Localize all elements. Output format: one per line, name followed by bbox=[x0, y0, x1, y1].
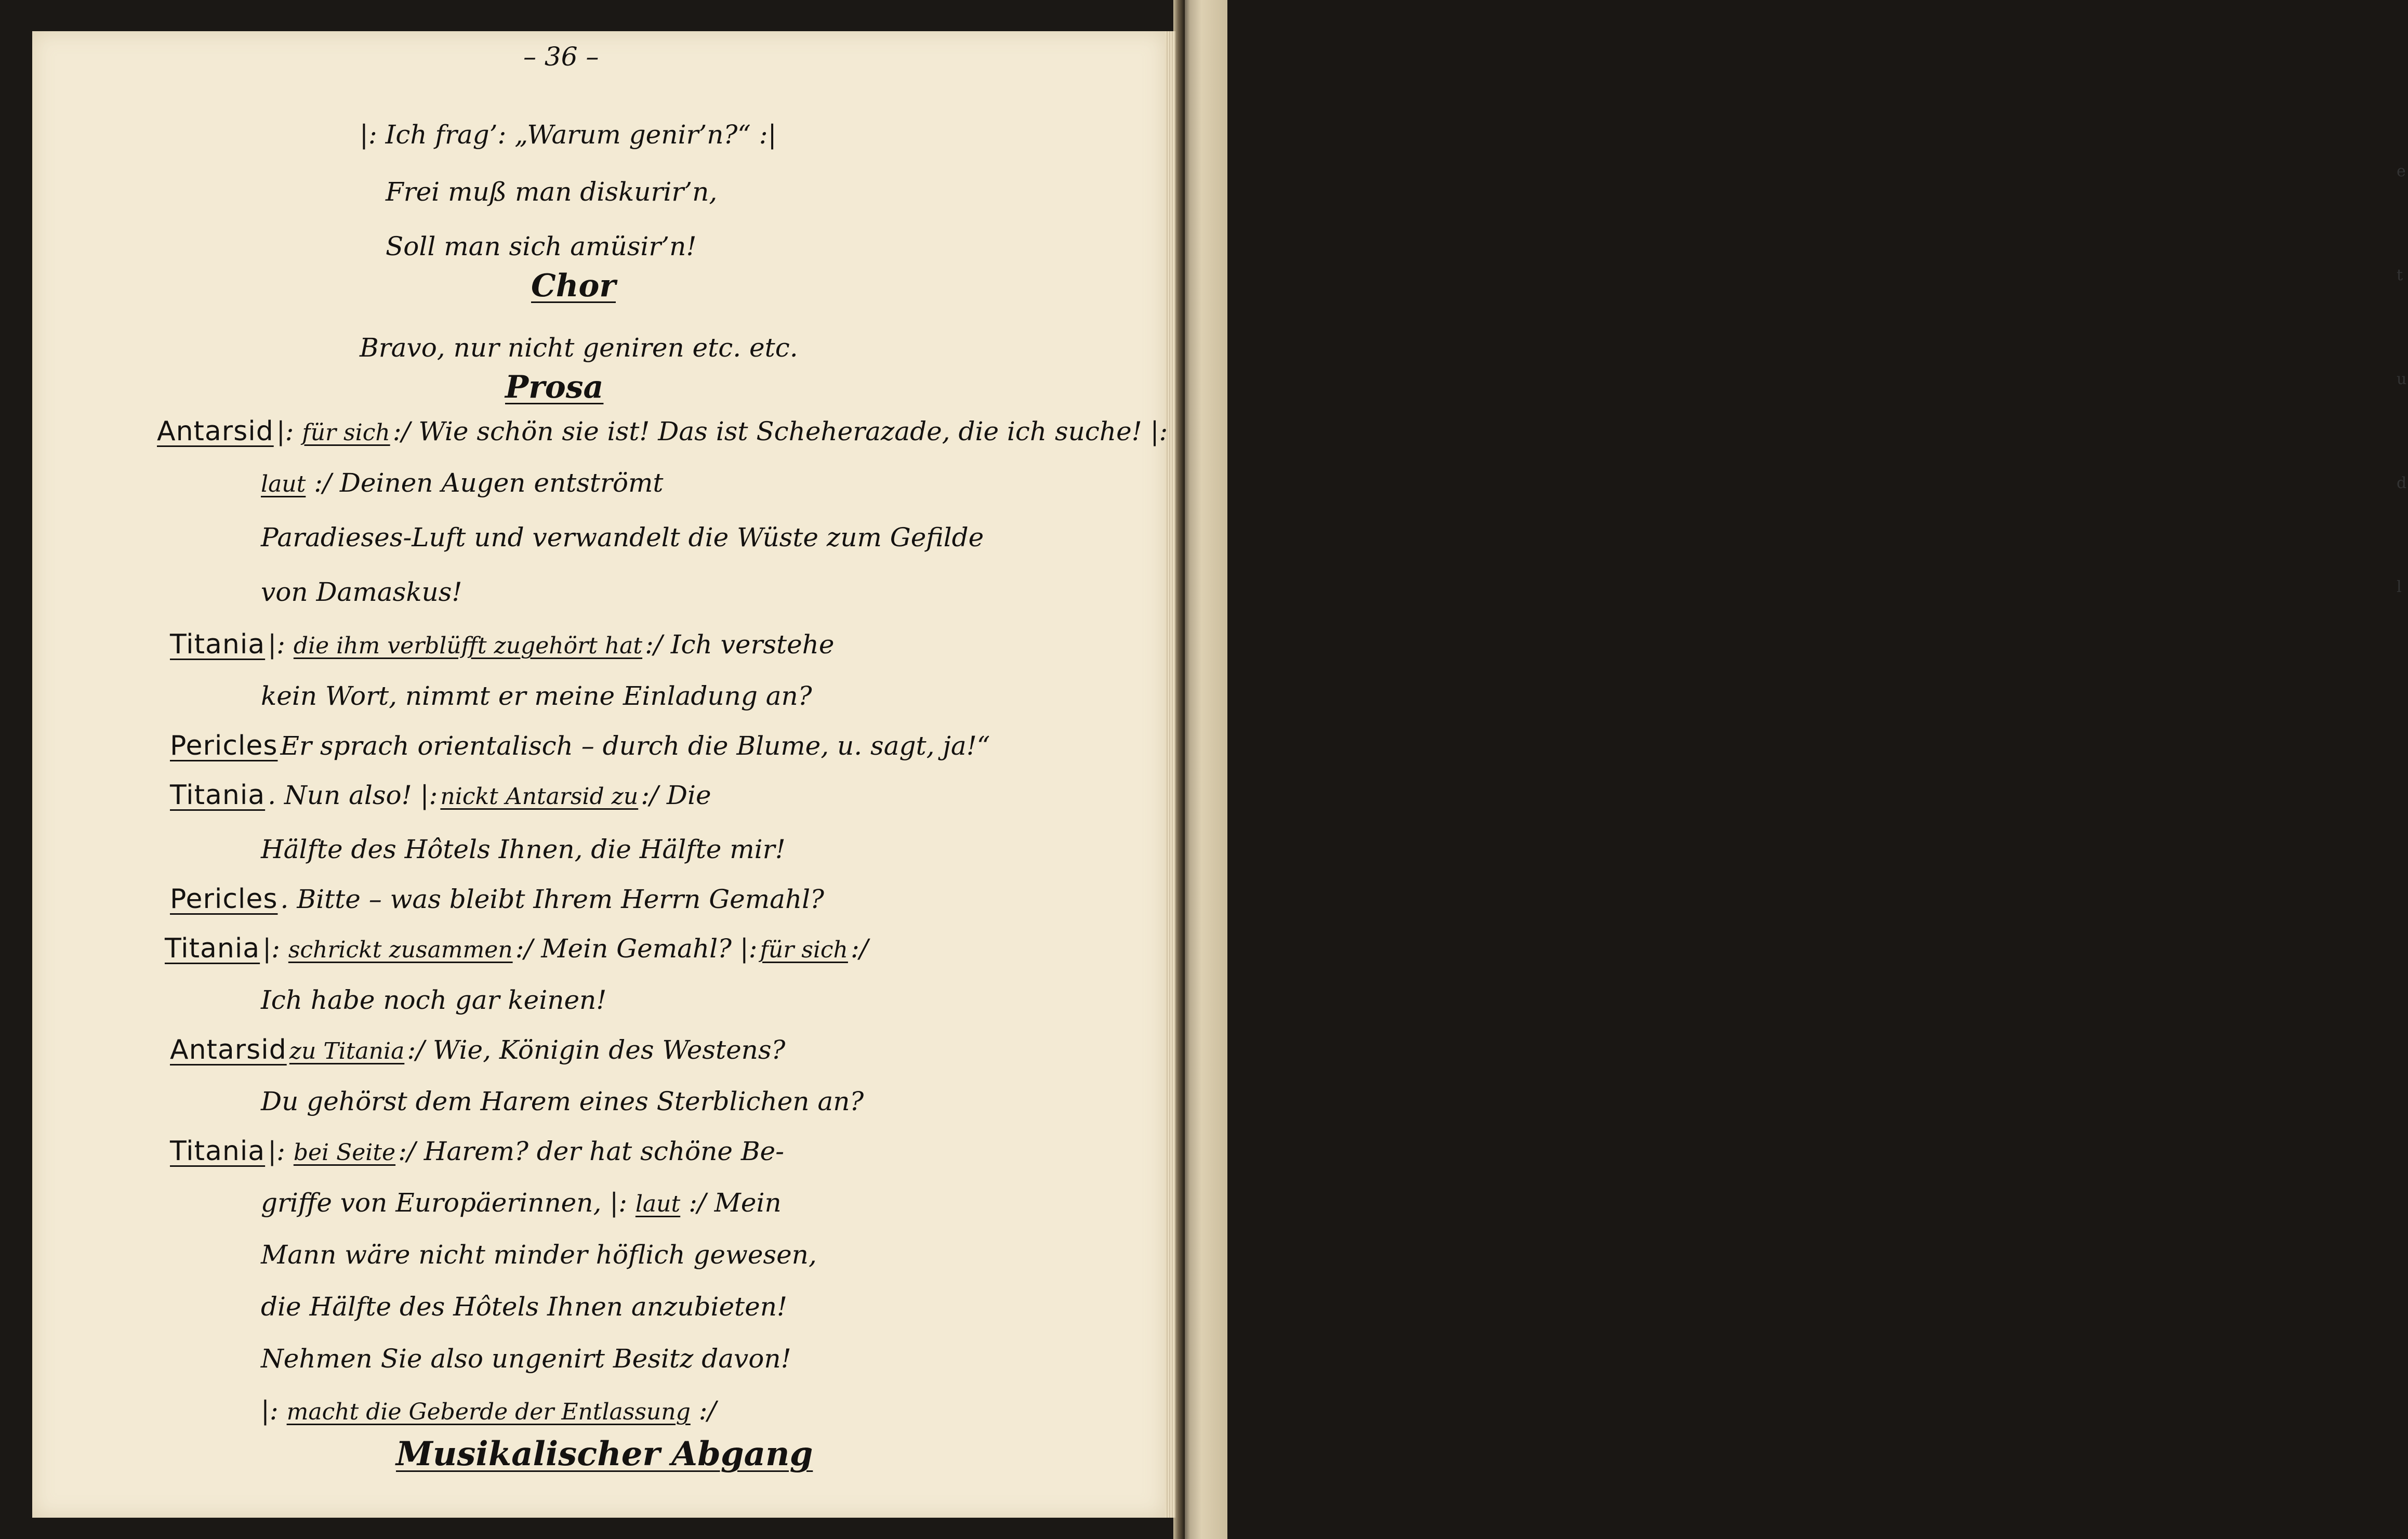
page-number: – 36 – bbox=[523, 42, 599, 72]
stage-direction: laut bbox=[261, 471, 306, 497]
dialogue-block bbox=[170, 884, 824, 915]
dialogue-line: kein Wort, nimmt er meine Einladung an? bbox=[261, 681, 812, 711]
dialogue-block bbox=[170, 780, 711, 811]
facing-mark: l bbox=[2397, 578, 2402, 596]
stage-direction: zu Titania bbox=[289, 1038, 405, 1064]
dialogue-block bbox=[170, 730, 990, 761]
speaker-name: Titania bbox=[170, 780, 266, 811]
dialogue-block: Titania |: die ihm verblüfft zugehört hat :/ Ich verstehe bbox=[170, 629, 835, 660]
stage-direction: die ihm verblüfft zugehört hat bbox=[293, 633, 643, 659]
direction-bracket: |: bbox=[261, 1396, 279, 1426]
stage-direction: macht die Geberde der Entlassung bbox=[286, 1399, 691, 1425]
chorus-heading: Chor bbox=[531, 268, 616, 304]
stage-direction: schrickt zusammen bbox=[288, 937, 513, 963]
speaker-name: Antarsid bbox=[170, 1034, 287, 1066]
direction-bracket: :/ bbox=[698, 1396, 717, 1426]
dialogue-line bbox=[261, 468, 664, 498]
stage-direction: laut bbox=[635, 1191, 681, 1217]
facing-page-text bbox=[2397, 120, 2408, 639]
verse-line: |: Ich frag’: „Warum genir’n?“ :| bbox=[360, 120, 777, 150]
verse-line: Soll man sich amüsir’n! bbox=[386, 231, 697, 261]
facing-mark: t bbox=[2397, 266, 2403, 284]
speaker-name: Titania bbox=[170, 629, 266, 660]
dialogue-line bbox=[261, 1188, 782, 1218]
dialogue-text: :/ Mein bbox=[689, 1188, 782, 1218]
dialogue-text: . Bitte – was bleibt Ihrem Herrn Gemahl? bbox=[280, 884, 824, 914]
exit-heading: Musikalischer Abgang bbox=[396, 1435, 813, 1474]
dialogue-text: :/ Wie schön sie ist! Das ist Scheherazade, die ich suche! |: bbox=[392, 416, 1168, 446]
dialogue-line: Nehmen Sie also ungenirt Besitz davon! bbox=[261, 1344, 791, 1374]
dialogue-line: Hälfte des Hôtels Ihnen, die Hälfte mir! bbox=[261, 834, 786, 864]
dialogue-text: Er sprach orientalisch – durch die Blume, u. sagt, ja!“ bbox=[280, 731, 990, 761]
dialogue-block: Titania |: schrickt zusammen :/ Mein Gemahl? |: für sich :/ bbox=[165, 933, 868, 964]
dialogue-line: Du gehörst dem Harem eines Sterblichen an? bbox=[261, 1086, 864, 1116]
manuscript-page bbox=[32, 31, 1168, 1518]
dialogue-text: :/ Deinen Augen entströmt bbox=[314, 468, 664, 498]
dialogue-block bbox=[170, 1034, 785, 1066]
speaker-name: Antarsid bbox=[157, 416, 274, 447]
dialogue-line: Ich habe noch gar keinen! bbox=[261, 985, 607, 1015]
dialogue-text: :/ bbox=[850, 933, 868, 964]
dialogue-block: Antarsid |: für sich :/ Wie schön sie ist! Das ist Scheherazade, die ich suche! |: bbox=[157, 416, 1168, 447]
dialogue-text: :/ Mein Gemahl? |: bbox=[515, 933, 758, 964]
facing-mark: d bbox=[2397, 474, 2407, 492]
speaker-name: Titania bbox=[170, 1136, 266, 1167]
stage-direction: für sich bbox=[760, 937, 848, 963]
dialogue-text: :/ Die bbox=[641, 780, 711, 810]
dialogue-line: die Hälfte des Hôtels Ihnen anzubieten! bbox=[261, 1292, 788, 1322]
stage-direction: bei Seite bbox=[293, 1139, 396, 1166]
speaker-name: Titania bbox=[165, 933, 260, 964]
chorus-line: Bravo, nur nicht geniren etc. etc. bbox=[360, 333, 798, 363]
dialogue-block: Titania |: bei Seite :/ Harem? der hat schöne Be- bbox=[170, 1136, 785, 1167]
facing-mark: e bbox=[2397, 162, 2406, 180]
stage-direction: nickt Antarsid zu bbox=[440, 783, 639, 810]
verse-line: Frei muß man diskurir’n, bbox=[386, 177, 718, 207]
stage-direction: für sich bbox=[302, 419, 390, 446]
speaker-name: Pericles bbox=[170, 884, 278, 915]
dialogue-line: Paradieses-Luft und verwandelt die Wüste zum Gefilde bbox=[261, 522, 984, 553]
prose-heading: Prosa bbox=[505, 369, 604, 405]
dialogue-line: Mann wäre nicht minder höflich gewesen, bbox=[261, 1240, 817, 1270]
facing-page-edge bbox=[1181, 0, 2407, 1539]
dialogue-text: :/ Harem? der hat schöne Be- bbox=[398, 1136, 785, 1166]
dialogue-line bbox=[261, 1396, 716, 1426]
speaker-name: Pericles bbox=[170, 730, 278, 761]
dialogue-text: griffe von Europäerinnen, |: bbox=[261, 1188, 627, 1218]
facing-mark: u bbox=[2397, 370, 2407, 388]
dialogue-text: . Nun also! |: bbox=[268, 780, 438, 810]
dialogue-line: von Damaskus! bbox=[261, 577, 462, 607]
dialogue-text: :/ Wie, Königin des Westens? bbox=[407, 1035, 786, 1065]
dialogue-text: :/ Ich verstehe bbox=[645, 629, 835, 660]
